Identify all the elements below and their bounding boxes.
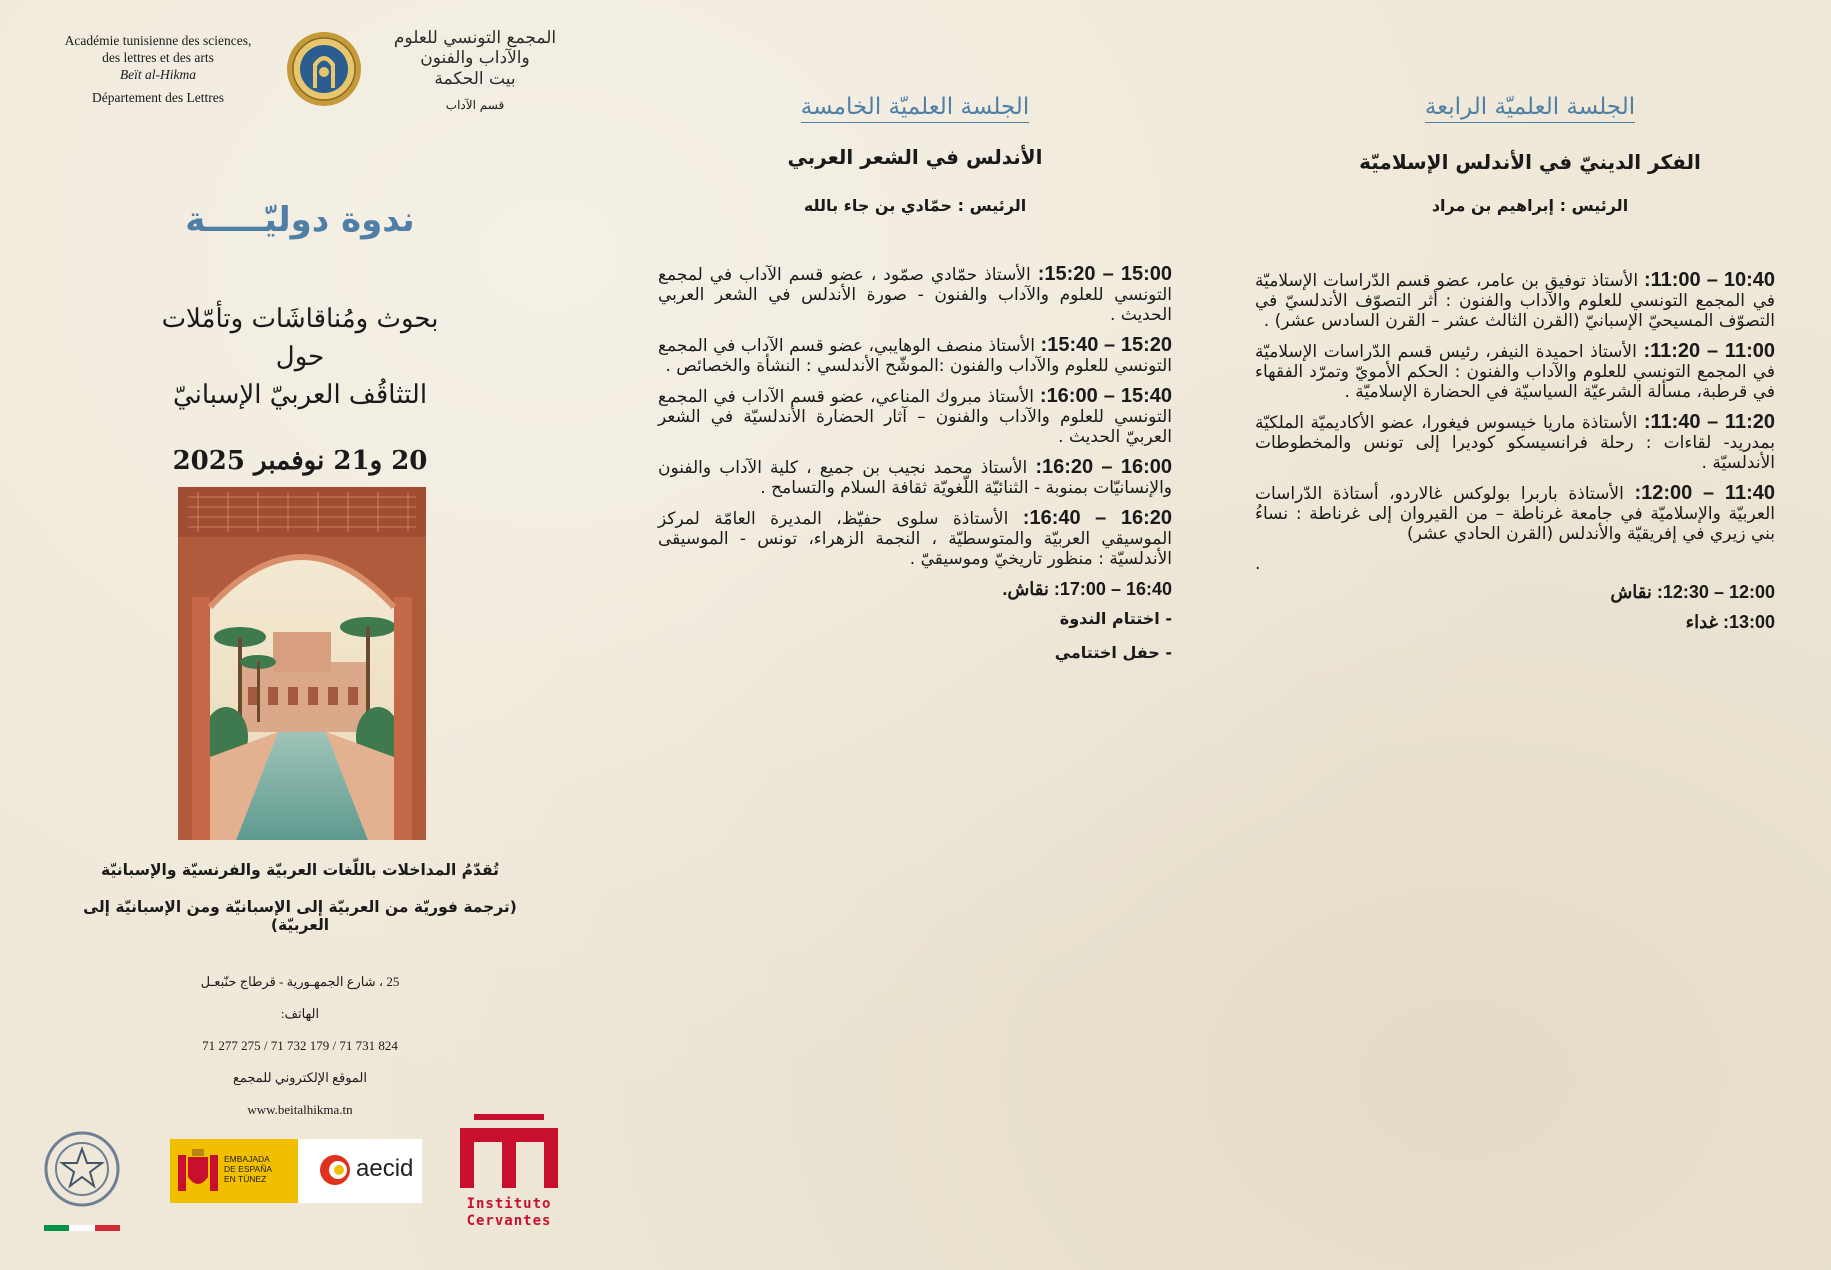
item-text: الأستاذ حمّادي صمّود ، عضو قسم الآداب في لمجمع التونسي للعلوم والآداب والفنون - صورة الأندلس في الشعر العربي الحديث . <box>658 265 1172 325</box>
session5-list <box>658 264 1172 677</box>
symposium-heading: ندوة دوليّـــــة <box>185 200 415 240</box>
instituto-cervantes-logo <box>452 1108 566 1236</box>
arabic-header <box>372 28 578 112</box>
academy-arabic-name: المجمع التونسي للعلوم والآداب والفنون <box>393 28 557 68</box>
list-item <box>1255 341 1775 402</box>
session4-lunch: 13:00: غداء <box>1685 612 1775 632</box>
item-time: 15:00 – 15:20: <box>1037 263 1172 285</box>
title-line-1: بحوث ومُناقاشَات وتأمّلات <box>161 304 439 334</box>
french-header <box>40 32 276 106</box>
item-text: الأستاذ احميدة النيفر، رئيس قسم الدّراسات الإسلاميّة في المجمع التونسي للعلوم والآداب والفنون : الحكم الأمويّ وتمرّد الفقهاء في قرطبة، مسألة الشرعيّة السياسيّة في الحضارة الإسلاميّة . <box>1255 342 1775 402</box>
cervantes-mark-icon <box>452 1108 566 1198</box>
item-time: 11:00 – 11:20: <box>1643 340 1775 362</box>
item-time: 16:00 – 16:20: <box>1035 456 1172 478</box>
embassy-line2: DE ESPAÑA <box>224 1164 273 1174</box>
title-line-3: التثاقُف العربيّ الإسبانيّ <box>172 380 428 410</box>
session5-chair: الرئيس : حمّادي بن جاء بالله <box>803 196 1027 215</box>
session5-title <box>700 94 1130 120</box>
session4-subtitle: الفكر الدينيّ في الأندلس الإسلاميّة <box>1359 150 1701 174</box>
item-text: الأستاذ توفيق بن عامر، عضو قسم الدّراسات الإسلاميّة في المجمع التونسي للعلوم والآداب والفنون : أثر التصوّف الأندلسيّ في التصوّف المسيحيّ الإسبانيّ (القرن الثالث عشر – القرن السادس عشر) . <box>1255 271 1775 331</box>
address: 25 ، شارع الجمهـورية - قرطاج حنّبعـل <box>200 974 400 989</box>
item-text: الأستاذ محمد نجيب بن جميع ، كلية الآداب والفنون والإنسانيّات بمنوبة - الثنائيّة اللّغويّة ثقافة السلام والتسامح . <box>658 458 1172 498</box>
academy-name-line3: Beït al-Hikma <box>119 67 197 82</box>
item-text: الأستاذة سلوى حفيّظ، المديرة العامّة لمركز الموسيقي العربيّة والمتوسطيّة ، النجمة الزهراء، تونس - الموسيقى الأندلسيّة : منظور تاريخيّ وموسيقيّ . <box>658 509 1172 569</box>
academy-arabic-subname: بيت الحكمة <box>434 69 516 89</box>
session5-title-text: الجلسة العلميّة الخامسة <box>801 94 1029 123</box>
department-name: Département des Lettres <box>92 90 224 105</box>
cervantes-line1: Instituto <box>466 1196 552 1212</box>
list-item <box>658 508 1172 569</box>
ceremony-line: - حفل اختتامي <box>1054 643 1172 662</box>
item-time: 10:40 – 11:00: <box>1643 269 1775 291</box>
stray-dot: . <box>1255 554 1261 574</box>
alhambra-painting <box>178 487 426 840</box>
symposium-title <box>100 300 500 414</box>
item-text: الأستاذة ماريا خيسوس فيغورا، عضو الأكاديميّة الملكيّة بمدريد- لقاءات : رحلة فرانسيسكو كوديرا إلى تونس والمخطوطات الأندلسيّة . <box>1255 413 1775 473</box>
item-text: الأستاذة باربرا بولوكس غالاردو، أستاذة الدّراسات العربيّة والإسلاميّة في جامعة غرناطة – من القيروان إلى غرناطة : نساءُ بني زيري في إفريقيّة والأندلس (القرن الحادي عشر) <box>1255 484 1775 544</box>
list-item <box>1255 270 1775 331</box>
closing-line: - اختتام الندوة <box>1059 609 1172 628</box>
session4-title-text: الجلسة العلميّة الرابعة <box>1425 94 1635 123</box>
list-item <box>658 335 1172 376</box>
item-time: 15:40 – 16:00: <box>1039 385 1172 407</box>
italian-emblem-icon <box>42 1125 122 1235</box>
item-text: الأستاذ مبروك المناعي، عضو قسم الآداب في المجمع التونسي للعلوم والآداب والفنون – آثار الحضارة الأندلسيّة في الشعر العربيّ الحديث . <box>658 387 1172 447</box>
item-time: 16:20 – 16:40: <box>1022 507 1173 529</box>
website-label: الموقع الإلكتروني للمجمع <box>232 1070 368 1085</box>
cervantes-line2: Cervantes <box>466 1213 552 1229</box>
embassy-panel <box>170 1139 298 1203</box>
aecid-c-icon <box>318 1153 352 1187</box>
session4-list <box>1255 270 1775 642</box>
aecid-text: aecid <box>356 1155 414 1182</box>
list-item <box>1255 412 1775 473</box>
department-arabic-name: قسم الآداب <box>445 98 505 112</box>
languages-note: تُقدّمُ المداخلات باللّغات العربيّة والفرنسيّة والإسبانيّة <box>101 861 499 879</box>
list-item <box>658 386 1172 447</box>
item-time: 11:40 – 12:00: <box>1634 482 1775 504</box>
translation-note: (ترجمة فوريّة من العربيّة إلى الإسبانيّة ومن الإسبانيّة إلى العربيّة) <box>83 898 517 934</box>
embassy-line1: EMBAJADA <box>224 1154 270 1164</box>
item-time: 11:20 – 11:40: <box>1643 411 1775 433</box>
session5-subtitle: الأندلس في الشعر العربي <box>787 145 1043 169</box>
contact-block <box>140 966 460 1126</box>
website-link[interactable]: www.beitalhikma.tn <box>247 1102 353 1117</box>
phone-label: الهاتف: <box>280 1006 320 1021</box>
spain-embassy-logo <box>170 1139 422 1203</box>
list-item <box>1255 483 1775 544</box>
session4-title <box>1310 94 1750 120</box>
session4-discussion: 12:00 – 12:30: نقاش <box>1610 582 1775 602</box>
academy-emblem-icon <box>285 30 363 108</box>
embassy-line3: EN TÚNEZ <box>224 1174 267 1184</box>
phone-numbers: 71 277 275 / 71 732 179 / 71 731 824 <box>202 1038 398 1053</box>
symposium-dates: 20 و21 نوفمبر 2025 <box>172 446 428 476</box>
session5-discussion: 16:40 – 17:00: نقاش. <box>1002 579 1172 599</box>
academy-name-line1: Académie tunisienne des sciences, <box>64 33 252 48</box>
list-item <box>658 264 1172 325</box>
session4-chair: الرئيس : إبراهيم بن مراد <box>1431 196 1629 215</box>
title-line-2: حول <box>275 342 325 372</box>
item-text: الأستاذ منصف الوهايبي، عضو قسم الآداب في المجمع التونسي للعلوم والآداب والفنون :الموشّح الأندلسي : النشأة والخصائص . <box>658 336 1172 376</box>
spain-coat-of-arms-icon <box>176 1147 220 1195</box>
academy-name-line2: des lettres et des arts <box>102 50 214 65</box>
list-item <box>658 457 1172 498</box>
item-time: 15:20 – 15:40: <box>1040 334 1172 356</box>
